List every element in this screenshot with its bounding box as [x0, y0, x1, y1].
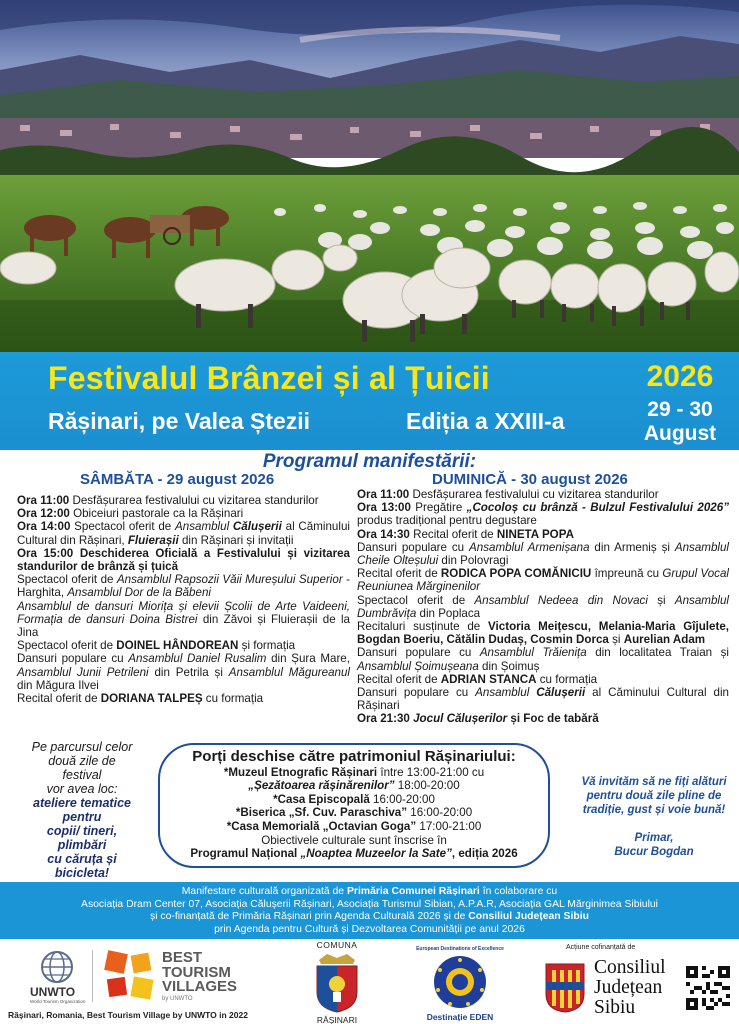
unwto-logo-text: UNWTO	[30, 985, 76, 999]
rasinari-label: RĂȘINARI	[316, 1015, 358, 1024]
location-subtitle: Rășinari, pe Valea Ștezii	[48, 408, 311, 434]
activities-note: Pe parcursul celor două zile de festival vor avea loc: ateliere tematice pentru copii/ tineri, plimbări cu căruța și bicicleta!	[31, 740, 133, 880]
qr-code-icon[interactable]	[686, 966, 730, 1010]
schedule-item: Spectacol oferit de DOINEL HÂNDOREAN și formația	[17, 639, 296, 653]
rasinari-coat-of-arms-icon	[313, 952, 361, 1014]
sunday-heading: DUMINICĂ - 30 august 2026	[432, 471, 628, 488]
county-council-name: Consiliul Județean Sibiu	[594, 957, 666, 1018]
heritage-item: *Muzeul Etnografic Rășinari între 13:00-21:00 cu	[223, 765, 485, 779]
header-photo-sheep-meadow	[0, 0, 739, 352]
saturday-schedule	[17, 494, 350, 705]
schedule-item: Recitaluri susținute de Victoria Meițescu, Melania-Maria Gîjulete, Bogdan Boeriu, Cătălin Dudaș, Cosmin Dorca și Aurelian Adam	[357, 620, 729, 647]
schedule-item: Dansuri populare cu Ansamblul Călușerii al Căminului Cultural din Rășinari	[357, 686, 729, 713]
logo-divider	[92, 950, 93, 1002]
heritage-box	[158, 743, 550, 868]
eden-label: Destinație EDEN	[426, 1012, 494, 1022]
schedule-item: Dansuri populare cu Ansamblul Trăienița din localitatea Traian și Ansamblul Șoimușeana din Șoimuș	[357, 646, 729, 673]
heritage-item: *Casa Episcopală 16:00-20:00	[273, 792, 435, 806]
unwto-globe-icon	[40, 950, 74, 984]
organizers-line: Manifestare culturală organizată de Primăria Comunei Rășinari în colaborare cu	[181, 886, 558, 897]
invitation-note: Vă invităm să ne fiți alături pentru două zile pline de tradiție, gust și voie bună! Primar, Bucur Bogdan	[576, 775, 732, 859]
schedule-item: Spectacol oferit de Ansamblul Rapsozii Văii Mureșului Superior - Harghita, Ansamblul Dor de la Băbeni	[17, 573, 351, 600]
best-tourism-villages-text: BEST TOURISM VILLAGES	[162, 949, 238, 995]
eden-globe-icon	[430, 954, 490, 1010]
heritage-program: Programul Național „Noaptea Muzeelor la Sate”, ediția 2026	[190, 847, 518, 861]
sunday-schedule	[357, 488, 729, 726]
cofinanced-label: Acțiune cofinanțată de	[566, 944, 636, 951]
heritage-item: *Casa Memorială „Octavian Goga” 17:00-21:00	[226, 819, 482, 833]
schedule-item: Dansuri populare cu Ansamblul Armenișana din Armeniș și Ansamblul Cheile Olteșului din Polovragi	[357, 540, 729, 568]
heritage-item: „Șezătoarea rășinărenilor” 18:00-20:00	[248, 779, 460, 793]
schedule-item: Ora 11:00 Desfășurarea festivalului cu vizitarea standurilor	[357, 488, 659, 501]
schedule-item: Ansamblul de dansuri Miorița și elevii Școlii de Arte Vaideeni, Formația de dansuri Doina Bistrei din Zăvoi și Fluierașii de la Jina	[17, 599, 350, 640]
schedule-item: Ora 15:00 Deschiderea Oficială a Festivalului și vizitarea standurilor de brânză și țuică	[17, 546, 350, 574]
festival-title: Festivalul Brânzei și al Țuicii	[48, 360, 490, 396]
schedule-item: Ora 11:00 Desfășurarea festivalului cu vizitarea standurilor	[17, 494, 319, 507]
partners-line: Asociația Dram Center 07, Asociația Călușerii Rășinari, Asociația Turismul Sibian, A.P.A.R, Asociația GAL Mărginimea Sibiului	[81, 898, 658, 910]
festival-dates	[630, 398, 730, 446]
schedule-item: Recital oferit de RODICA POPA COMĂNICIU împreună cu Grupul Vocal Reuniunea Mărginenilor	[357, 567, 729, 594]
schedule-item: Recital oferit de ADRIAN STANCA cu formația	[357, 672, 598, 686]
funding-line: și co-finanțată de Primăria Rășinari prin Agenda Culturală 2026 și de Consiliul Județean Sibiu	[150, 911, 589, 923]
agenda-line: prin Agenda pentru Cultură și Dezvoltarea Comunității pe anul 2026	[214, 923, 525, 935]
saturday-heading: SÂMBĂTA - 29 august 2026	[80, 471, 275, 488]
heritage-title: Porți deschise către patrimoniul Rășinariului:	[192, 748, 516, 765]
heritage-item: *Biserica „Sf. Cuv. Paraschiva” 16:00-20:00	[235, 806, 473, 820]
schedule-item: Ora 12:00 Obiceiuri pastorale ca la Rășinari	[17, 507, 244, 521]
best-tourism-villages-icon	[104, 950, 156, 1002]
organizers-strip	[0, 882, 739, 939]
heritage-note: Obiectivele culturale sunt înscrise în	[261, 833, 447, 847]
schedule-item: Ora 14:30 Recital oferit de NINETA POPA	[357, 527, 574, 541]
best-tourism-villages-by: by UNWTO	[162, 996, 193, 1002]
comuna-label: COMUNA	[316, 940, 358, 950]
unwto-logo-subtext: World Tourism Organization	[30, 999, 86, 1004]
unwto-caption: Rășinari, Romania, Best Tourism Village by UNWTO in 2022	[8, 1010, 248, 1020]
schedule-item: Dansuri populare cu Ansamblul Daniel Rusalim din Șura Mare, Ansamblul Junii Petrileni din Petrila și Ansamblul Măgureanul din Măgura Ilvei	[17, 652, 350, 692]
eden-arc-text: European Destinations of Excellence	[416, 946, 504, 952]
schedule-item: Spectacol oferit de Ansamblul Nedeea din Novaci și Ansamblul Dumbrăvița din Poplaca	[357, 593, 729, 620]
schedule-item: Ora 13:00 Pregătire „Cocoloș cu brânză - Bulzul Festivalului 2026” produs tradițional pentru degustare	[357, 501, 729, 528]
schedule-item: Ora 21:30 Jocul Călușerilor și Foc de tabără	[357, 712, 599, 726]
edition-subtitle: Ediția a XXIII-a	[406, 408, 565, 434]
sibiu-county-coat-of-arms-icon	[544, 962, 586, 1014]
title-banner	[0, 352, 739, 450]
program-title: Programul manifestării:	[262, 451, 477, 472]
festival-year: 2026	[646, 360, 714, 393]
schedule-item: Ora 14:00 Spectacol oferit de Ansamblul Călușerii al Căminului Cultural din Rășinari, Fluierașii din Rășinari și invitații	[17, 520, 350, 547]
schedule-item: Recital oferit de DORIANA TALPEȘ cu formația	[17, 692, 264, 706]
festival-dates-days: 29 - 30	[647, 398, 713, 421]
festival-dates-month: August	[643, 422, 717, 445]
mayor-signature: Primar, Bucur Bogdan	[614, 832, 694, 858]
